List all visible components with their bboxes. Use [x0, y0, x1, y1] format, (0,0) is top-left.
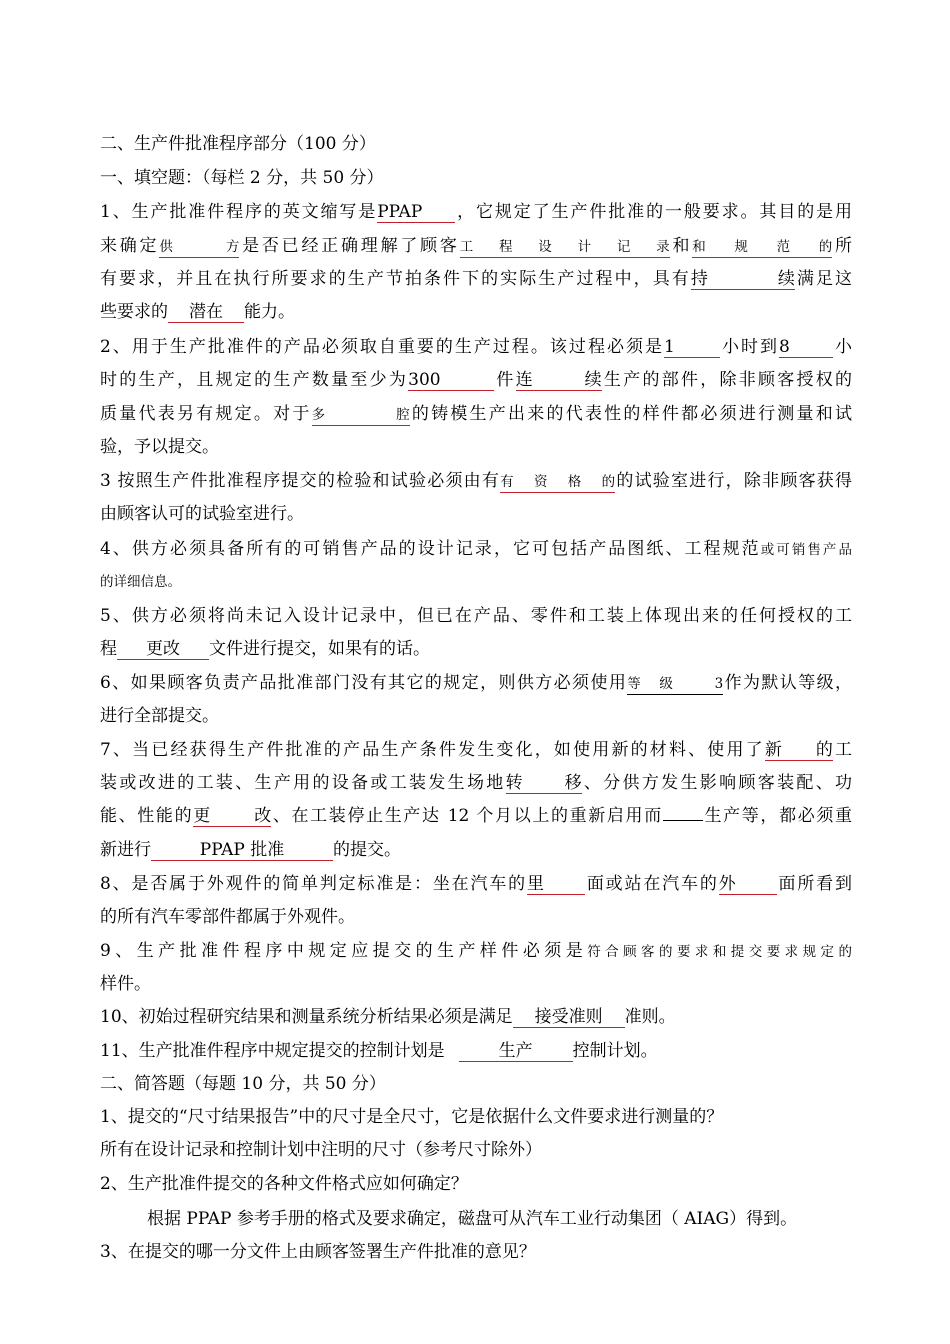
- q2-answer-1: 1: [664, 337, 720, 358]
- q2-line-2: 时的生产，且规定的生产数量至少为300 件连续生产的部件，除非顾客授权的: [100, 370, 853, 390]
- short-q3: 3、在提交的哪一分文件上由顾客签署生产件批准的意见？: [100, 1242, 536, 1262]
- short-q2: 2、生产批准件提交的各种文件格式应如何确定？: [100, 1174, 468, 1194]
- q5-line-1: 5、供方必须将尚未记入设计记录中，但已在产品、零件和工装上体现出来的任何授权的工: [100, 606, 852, 626]
- q5-answer-1: 更改: [117, 639, 209, 660]
- q2-line-3: 质量代表另有规定。对于多腔的铸模生产出来的代表性的样件都必须进行测量和试: [100, 404, 853, 424]
- q1-answer-1: PPAP: [377, 202, 455, 223]
- q1-answer-5: 持续: [690, 269, 795, 289]
- q8-line-2: 的所有汽车零部件都属于外观件。: [100, 907, 355, 927]
- q3-line-1: 3 按照生产件批准程序提交的检验和试验必须由有有资格的的试验室进行，除非顾客获得: [100, 471, 853, 491]
- q2-line-4: 验，予以提交。: [100, 437, 219, 457]
- q1-line-4: 些要求的 潜在 能力。: [100, 302, 295, 322]
- q6-line-2: 进行全部提交。: [100, 706, 219, 726]
- q2-answer-3: 300: [408, 370, 494, 391]
- q9-answer-1: 符合顾客的要求和提交要求规定的: [587, 944, 852, 960]
- q1-line-3: 有要求，并且在执行所要求的生产节拍条件下的实际生产过程中，具有持续满足这: [100, 269, 853, 289]
- q7-answer-1: 新的: [764, 740, 833, 760]
- q7-blank-empty: [663, 820, 703, 821]
- q11-line-1: 11、生产批准件程序中规定提交的控制计划是 生产 控制计划。: [100, 1041, 658, 1061]
- q7-line-4: 新进行 PPAP 批准 的提交。: [100, 840, 401, 860]
- q7-answer-4: PPAP 批准: [151, 840, 333, 861]
- q8-line-1: 8、是否属于外观件的简单判定标准是：坐在汽车的里 面或站在汽车的外 面所看到: [100, 874, 853, 894]
- fill-blank-title: 一、填空题：（每栏 2 分，共 50 分）: [100, 168, 384, 188]
- q1-line-1: 1、生产批准件程序的英文缩写是PPAP ，它规定了生产件批准的一般要求。其目的是用: [100, 202, 853, 222]
- section-title: 二、生产件批准程序部分（100 分）: [100, 134, 376, 154]
- q10-answer-1: 接受准则: [513, 1007, 625, 1028]
- q3-line-2: 由顾客认可的试验室进行。: [100, 504, 304, 524]
- q8-answer-2: 外: [719, 874, 777, 895]
- short-q1: 1、提交的“尺寸结果报告”中的尺寸是全尺寸，它是依据什么文件要求进行测量的？: [100, 1107, 724, 1127]
- q7-line-3: 能、性能的更改、在工装停止生产达 12 个月以上的重新启用而 生产等，都必须重: [100, 806, 853, 826]
- q2-answer-5: 多腔: [312, 405, 410, 426]
- q1-answer-6: 潜在: [168, 302, 244, 323]
- q3-answer-1: 有资格的: [500, 472, 615, 493]
- q4-answer-1: 或可销售产品: [760, 542, 852, 558]
- q9-line-1: 9、生产批准件程序中规定应提交的生产样件必须是符合顾客的要求和提交要求规定的: [100, 941, 852, 961]
- q2-answer-4: 连续: [515, 370, 602, 390]
- q4-line-2: 的详细信息。: [100, 574, 181, 590]
- q2-line-1: 2、用于生产批准件的产品必须取自重要的生产过程。该过程必须是1 小时到8 小: [100, 337, 853, 357]
- q7-answer-2: 转移: [505, 773, 582, 793]
- q5-line-2: 程 更改 文件进行提交，如果有的话。: [100, 639, 430, 659]
- q11-answer-1: 生产: [459, 1041, 573, 1062]
- q9-line-2: 样件。: [100, 974, 151, 994]
- q7-answer-3: 更改: [193, 806, 272, 826]
- short-a1: 所有在设计记录和控制计划中注明的尺寸（参考尺寸除外）: [100, 1140, 542, 1160]
- q1-line-2: 来确定供方是否已经正确理解了顾客工程设计记录和和规范的所: [100, 236, 853, 256]
- q7-line-2: 装或改进的工装、生产用的设备或工装发生场地转移、分供方发生影响顾客装配、功: [100, 773, 853, 793]
- q4-line-1: 4、供方必须具备所有的可销售产品的设计记录，它可包括产品图纸、工程规范或可销售产品: [100, 539, 852, 559]
- q10-line-1: 10、初始过程研究结果和测量系统分析结果必须是满足 接受准则 准则。: [100, 1007, 676, 1027]
- q7-line-1: 7、当已经获得生产件批准的产品生产条件发生变化，如使用新的材料、使用了新的工: [100, 740, 852, 760]
- short-answer-title: 二、简答题（每题 10 分，共 50 分）: [100, 1074, 386, 1094]
- q8-answer-1: 里: [527, 874, 585, 895]
- q6-answer-1: 等级 3: [627, 674, 723, 695]
- short-a2: 根据 PPAP 参考手册的格式及要求确定，磁盘可从汽车工业行动集团（ AIAG）得到。: [147, 1209, 798, 1229]
- q1-answer-2: 供方: [159, 237, 239, 258]
- q2-answer-2: 8: [779, 337, 833, 358]
- q6-line-1: 6、如果顾客负责产品批准部门没有其它的规定，则供方必须使用等级 3作为默认等级，: [100, 673, 852, 693]
- q1-answer-4: 和规范的: [692, 237, 832, 258]
- q1-answer-3: 工程设计记录: [460, 237, 670, 258]
